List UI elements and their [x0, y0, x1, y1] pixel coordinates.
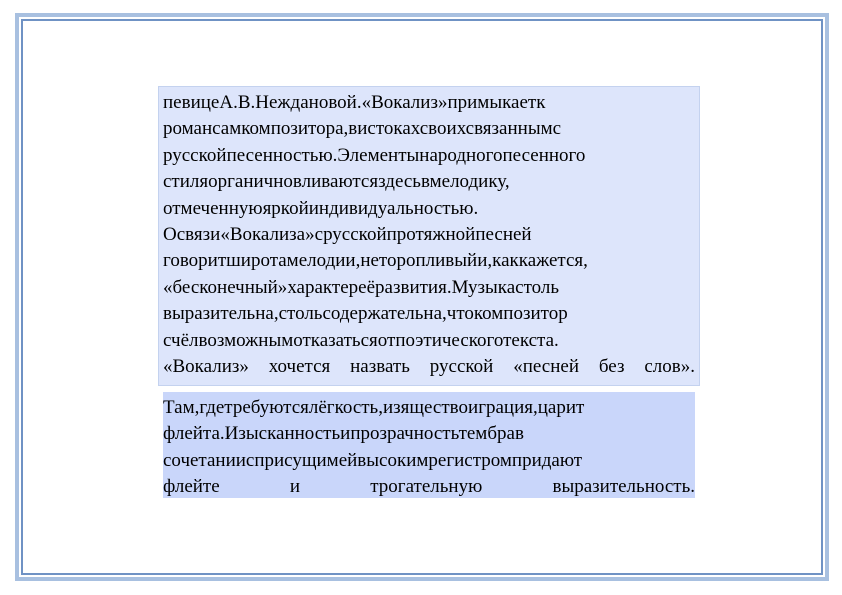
paragraph-line — [163, 143, 695, 169]
word: яркой — [262, 197, 309, 219]
paragraph-line — [163, 222, 695, 248]
word: примыкает — [447, 92, 537, 113]
word: поэтического — [395, 329, 504, 351]
word: песенного — [502, 144, 586, 166]
word: народного — [419, 144, 503, 166]
word: с — [552, 118, 562, 140]
word: певице — [163, 92, 220, 113]
paragraph-line — [163, 90, 695, 116]
word: текста. — [503, 329, 559, 351]
word: отказаться — [293, 329, 378, 351]
word: Музыка — [451, 276, 516, 298]
word: органично — [208, 171, 293, 193]
word: отмеченную — [163, 197, 263, 219]
word: композитора, — [241, 118, 349, 140]
paragraph-line — [163, 248, 695, 274]
word: как — [492, 250, 519, 272]
word: тембра — [458, 423, 515, 445]
word: неторопливый — [360, 250, 478, 272]
word: связанным — [465, 118, 553, 140]
word: в — [514, 423, 524, 445]
word: и — [468, 397, 479, 418]
paragraph-line — [163, 448, 695, 474]
word: романсам — [163, 118, 242, 140]
word: с — [314, 224, 324, 246]
word: говорит — [163, 250, 227, 272]
word: прозрачность — [350, 423, 459, 445]
word: А. — [219, 92, 238, 113]
paragraph-line — [163, 275, 695, 301]
word: русской — [323, 224, 387, 246]
word: от — [377, 329, 396, 351]
word: О — [163, 224, 177, 246]
word: мелодии, — [286, 250, 361, 272]
word: изящество — [382, 397, 469, 418]
word: возможным — [198, 329, 294, 351]
word: песней — [475, 224, 532, 246]
word: здесь — [378, 171, 421, 193]
word: ей — [338, 449, 358, 471]
paragraph-vocalise — [163, 90, 695, 380]
word: стиля — [163, 171, 209, 193]
word: «бесконечный» — [163, 276, 288, 298]
word: в — [420, 171, 430, 193]
word: Там, — [163, 397, 200, 418]
paragraph-line: «Вокализ» хочется назвать русской «песней без слов». — [163, 356, 695, 378]
word: где — [199, 397, 225, 418]
word: В. — [237, 92, 256, 113]
word: русской — [163, 144, 227, 166]
word: связи — [176, 224, 221, 246]
word: флейта. — [163, 423, 225, 445]
word: требуются — [224, 397, 309, 418]
word: развития. — [375, 276, 452, 298]
paragraph-line — [163, 116, 695, 142]
word: индивидуальностью. — [308, 197, 479, 219]
word: лёгкость, — [308, 397, 383, 418]
word: сочетании — [163, 449, 246, 471]
word: вливаются — [292, 171, 379, 193]
word: истоках — [357, 118, 420, 140]
word: присущим — [254, 449, 339, 471]
paragraph-line — [163, 421, 695, 447]
word: регистром — [428, 449, 512, 471]
word: Изысканность — [224, 423, 341, 445]
word: выразительна, — [163, 303, 279, 325]
word: царит — [537, 397, 585, 418]
word: и — [340, 423, 351, 445]
paragraph-line — [163, 395, 695, 421]
paragraph-line — [163, 169, 695, 195]
paragraph-line: флейте и трогательную выразительность. — [163, 476, 695, 498]
paragraph-line — [163, 328, 695, 354]
word: грация, — [478, 397, 538, 418]
word: что — [446, 303, 474, 325]
word: содержательна, — [322, 303, 447, 325]
word: в — [348, 118, 358, 140]
word: «Вокализа» — [220, 224, 315, 246]
word: характер — [287, 276, 359, 298]
word: «Вокализ» — [361, 92, 448, 113]
word: Элементы — [337, 144, 420, 166]
word: с — [245, 449, 255, 471]
word: придают — [511, 449, 583, 471]
word: широта — [226, 250, 287, 272]
paragraph-flute — [163, 395, 695, 501]
word: счёл — [163, 329, 199, 351]
word: протяжной — [386, 224, 476, 246]
word: высоким — [357, 449, 429, 471]
word: своих — [419, 118, 466, 140]
word: и, — [477, 250, 493, 272]
word: столь — [278, 303, 323, 325]
word: мелодику, — [429, 171, 510, 193]
word: песенностью. — [226, 144, 338, 166]
word: к — [536, 92, 546, 113]
paragraph-line — [163, 301, 695, 327]
word: композитор — [473, 303, 568, 325]
word: кажется, — [518, 250, 588, 272]
word: Неждановой. — [255, 92, 362, 113]
word: её — [358, 276, 376, 298]
paragraph-line — [163, 196, 695, 222]
word: столь — [515, 276, 560, 298]
